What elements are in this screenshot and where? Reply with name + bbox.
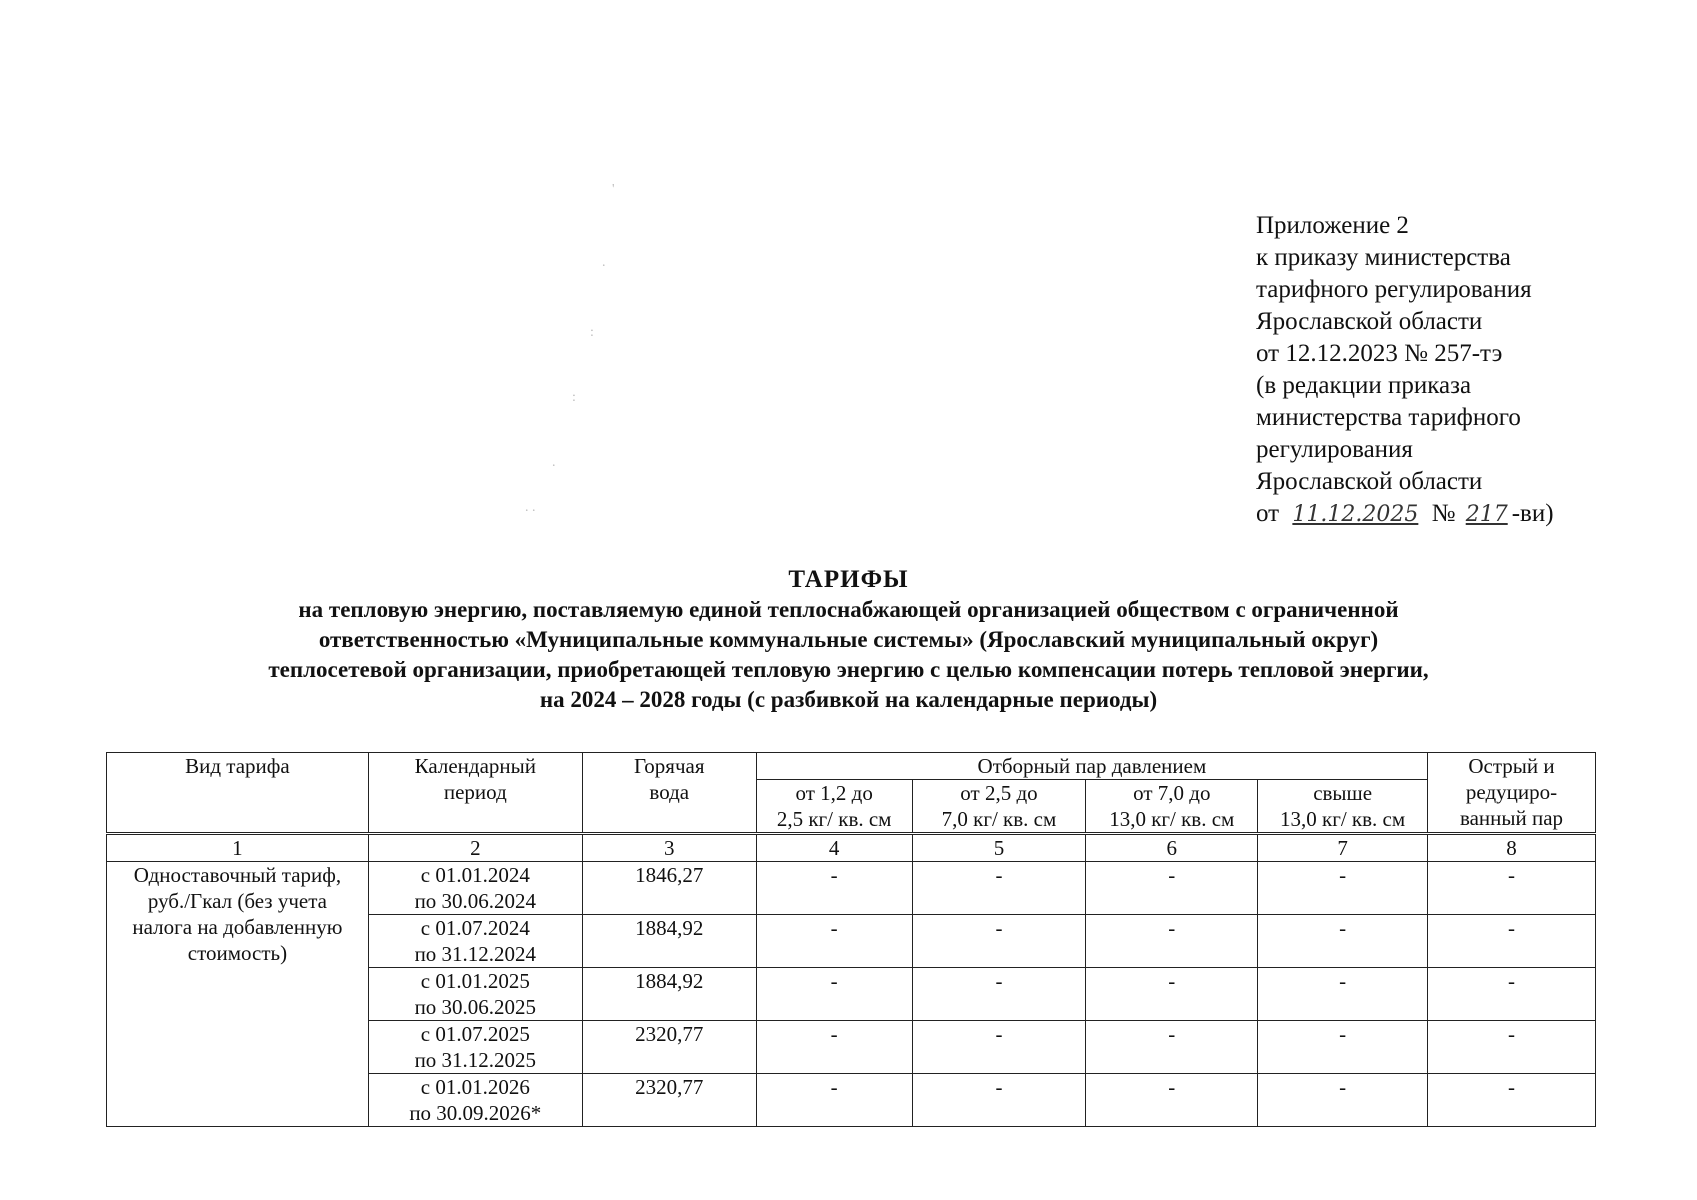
- hot-water-value: 1884,92: [582, 915, 756, 968]
- period-cell: с 01.01.2024 по 30.06.2024: [368, 862, 582, 915]
- prefix-text: от: [1256, 500, 1280, 527]
- table-row: [107, 862, 1596, 915]
- appendix-line: тарифного регулирования: [1256, 276, 1532, 303]
- steam-4-value: -: [1258, 968, 1428, 1021]
- appendix-line: к приказу министерства: [1256, 244, 1511, 271]
- steam-4-value: -: [1258, 1021, 1428, 1074]
- scan-mark: :: [572, 390, 576, 405]
- steam-1-value: -: [756, 968, 912, 1021]
- steam-2-value: -: [912, 1021, 1086, 1074]
- steam-3-value: -: [1086, 862, 1258, 915]
- column-index: 7: [1258, 834, 1428, 862]
- suffix-text: -ви): [1511, 500, 1554, 527]
- scan-mark: .: [552, 455, 556, 470]
- sharp-steam-value: -: [1428, 1021, 1596, 1074]
- steam-2-value: -: [912, 968, 1086, 1021]
- header-tariff-type: Вид тарифа: [107, 753, 369, 834]
- subtitle-line: на 2024 – 2028 годы (с разбивкой на календарные периоды): [539, 687, 1158, 712]
- appendix-line: (в редакции приказа: [1256, 372, 1472, 399]
- column-index: 1: [107, 834, 369, 862]
- appendix-last-line: [1256, 498, 1676, 531]
- hot-water-value: 2320,77: [582, 1021, 756, 1074]
- steam-1-value: -: [756, 1021, 912, 1074]
- header-sharp-steam: Острый и редуциро- ванный пар: [1428, 753, 1596, 834]
- steam-2-value: -: [912, 1074, 1086, 1127]
- header-steam-3: от 7,0 до 13,0 кг/ кв. см: [1086, 780, 1258, 834]
- header-steam-2: от 2,5 до 7,0 кг/ кв. см: [912, 780, 1086, 834]
- scan-mark: :: [590, 325, 594, 340]
- appendix-line: регулирования: [1256, 436, 1413, 463]
- appendix-line: Ярославской области: [1256, 308, 1483, 335]
- steam-3-value: -: [1086, 915, 1258, 968]
- steam-3-value: -: [1086, 1074, 1258, 1127]
- header-hot-water: Горячая вода: [582, 753, 756, 834]
- appendix-reference: [1256, 210, 1676, 531]
- title-subtitle: [60, 595, 1637, 715]
- steam-3-value: -: [1086, 968, 1258, 1021]
- steam-2-value: -: [912, 862, 1086, 915]
- handwritten-number: 217: [1465, 502, 1508, 527]
- column-index: 4: [756, 834, 912, 862]
- steam-4-value: -: [1258, 1074, 1428, 1127]
- period-cell: с 01.01.2025 по 30.06.2025: [368, 968, 582, 1021]
- document-title: [60, 565, 1637, 715]
- column-index: 2: [368, 834, 582, 862]
- column-index-row: [107, 834, 1596, 862]
- scan-mark: ': [612, 182, 615, 197]
- appendix-line: от 12.12.2023 № 257-тэ: [1256, 340, 1503, 367]
- steam-1-value: -: [756, 862, 912, 915]
- header-steam-group: Отборный пар давлением: [756, 753, 1427, 780]
- appendix-line: министерства тарифного: [1256, 404, 1521, 431]
- sharp-steam-value: -: [1428, 968, 1596, 1021]
- header-steam-1: от 1,2 до 2,5 кг/ кв. см: [756, 780, 912, 834]
- hot-water-value: 1884,92: [582, 968, 756, 1021]
- header-row: [107, 753, 1596, 780]
- sharp-steam-value: -: [1428, 862, 1596, 915]
- sharp-steam-value: -: [1428, 1074, 1596, 1127]
- handwritten-date: 11.12.2025: [1292, 502, 1419, 527]
- appendix-line: Ярославской области: [1256, 468, 1483, 495]
- steam-2-value: -: [912, 915, 1086, 968]
- tariffs-table: [106, 752, 1596, 1127]
- subtitle-line: теплосетевой организации, приобретающей тепловую энергию с целью компенсации потерь тепловой энергии,: [268, 657, 1429, 682]
- tariff-type-cell: Одноставочный тариф, руб./Гкал (без учета налога на добавленную стоимость): [107, 862, 369, 1127]
- steam-1-value: -: [756, 915, 912, 968]
- title-main: ТАРИФЫ: [788, 566, 909, 593]
- column-index: 5: [912, 834, 1086, 862]
- scan-mark: . .: [525, 500, 536, 515]
- scan-mark: .: [602, 255, 606, 270]
- hot-water-value: 1846,27: [582, 862, 756, 915]
- subtitle-line: на тепловую энергию, поставляемую единой теплоснабжающей организацией обществом с ограниченной: [298, 597, 1399, 622]
- appendix-line: Приложение 2: [1256, 212, 1409, 239]
- steam-3-value: -: [1086, 1021, 1258, 1074]
- period-cell: с 01.07.2025 по 31.12.2025: [368, 1021, 582, 1074]
- column-index: 8: [1428, 834, 1596, 862]
- steam-4-value: -: [1258, 862, 1428, 915]
- number-sign: №: [1431, 500, 1456, 527]
- period-cell: с 01.07.2024 по 31.12.2024: [368, 915, 582, 968]
- column-index: 6: [1086, 834, 1258, 862]
- subtitle-line: ответственностью «Муниципальные коммунальные системы» (Ярославский муниципальный округ): [318, 627, 1379, 652]
- period-cell: с 01.01.2026 по 30.09.2026*: [368, 1074, 582, 1127]
- header-steam-4: свыше 13,0 кг/ кв. см: [1258, 780, 1428, 834]
- steam-4-value: -: [1258, 915, 1428, 968]
- sharp-steam-value: -: [1428, 915, 1596, 968]
- hot-water-value: 2320,77: [582, 1074, 756, 1127]
- header-period: Календарный период: [368, 753, 582, 834]
- steam-1-value: -: [756, 1074, 912, 1127]
- column-index: 3: [582, 834, 756, 862]
